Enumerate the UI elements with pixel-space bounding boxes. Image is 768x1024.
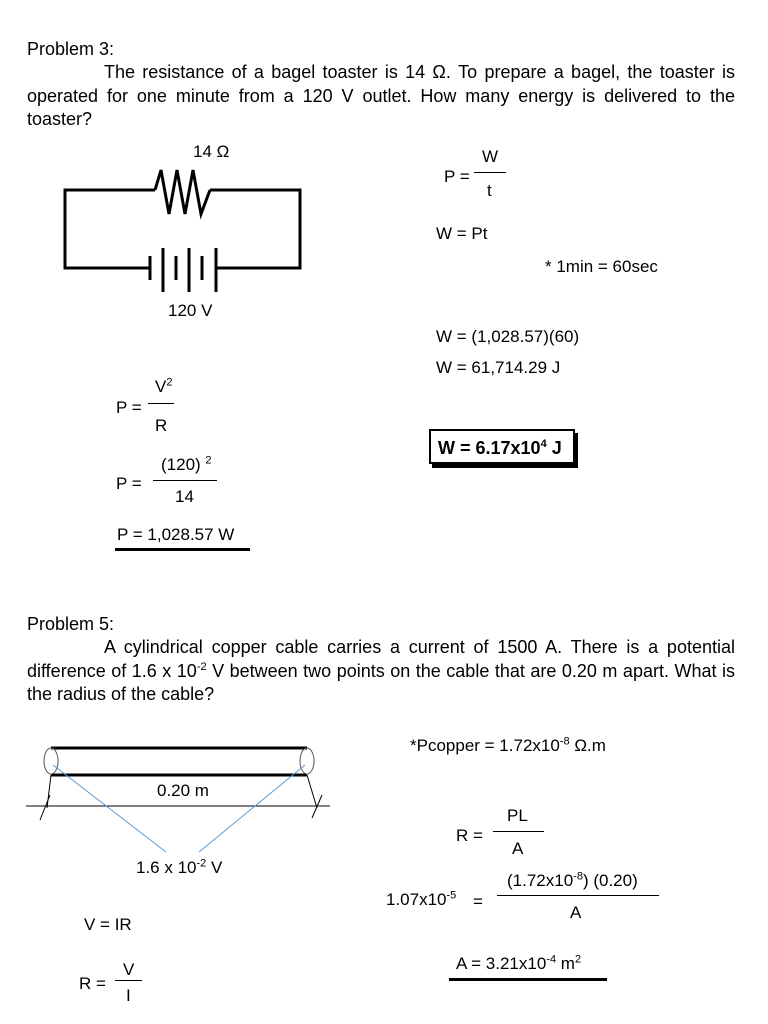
time-conversion-note: * 1min = 60sec xyxy=(545,257,658,276)
copper-resistivity: *Pcopper = $1.72x10^{-8}$ Ω.m xyxy=(410,735,606,755)
cable-right-end xyxy=(300,748,314,774)
voltage-lead-left xyxy=(53,765,166,852)
w-pt-eq: W = Pt xyxy=(436,224,488,243)
problem5-statement: A cylindrical copper cable carries a current of 1500 A. There is a potential difference of 1.6 x $10^{-2}$ V between two points on the cable that are 0.20 m apart. What is the radius of the cable? xyxy=(27,637,735,704)
w-eq-num: W xyxy=(482,147,499,166)
w-eq-lhs: P = xyxy=(444,167,470,186)
p2-eq-num: (120) $^2$ xyxy=(161,454,212,474)
voltage-lead-right xyxy=(199,765,305,852)
p-eq-den: R xyxy=(155,416,168,435)
r-eq-num: V xyxy=(123,960,135,979)
w-value: W = 61,714.29 J xyxy=(436,358,561,377)
cable-left-end xyxy=(44,748,58,774)
problem5-heading: Problem 5: xyxy=(27,614,115,634)
v-ir-eq: V = IR xyxy=(84,915,132,934)
fraction-bar xyxy=(115,980,142,981)
energy-answer-box: $W = 6.17x10^4$ J xyxy=(429,429,575,464)
fraction-bar xyxy=(493,831,544,832)
r2-eq-num: PL xyxy=(507,806,528,825)
p-eq-lhs: P = xyxy=(116,398,142,417)
r3-eq-den: A xyxy=(570,903,582,922)
r2-eq-lhs: R = xyxy=(456,826,483,845)
voltage-label: 1.6 x $10^{-2}$ V xyxy=(136,857,223,877)
area-result: $A = 3.21x10^{-4}$ $m^2$ xyxy=(456,953,582,973)
r3-eq-sign: = xyxy=(473,892,483,911)
p-eq-num: $V^2$ xyxy=(155,376,173,396)
problem3-heading: Problem 3: xyxy=(27,39,115,59)
r3-eq-lhs: $1.07x10^{-5}$ xyxy=(386,889,457,909)
extension-line xyxy=(47,775,51,808)
battery-label: 120 V xyxy=(168,301,213,320)
p2-eq-lhs: P = xyxy=(116,474,142,493)
r-eq-den: I xyxy=(126,986,131,1005)
p2-eq-den: 14 xyxy=(175,487,194,506)
w-substitution: W = (1,028.57)(60) xyxy=(436,327,580,346)
w-eq-den: t xyxy=(487,181,492,200)
power-result: P = 1,028.57 W xyxy=(117,525,235,544)
result-underline xyxy=(449,978,607,981)
r-eq-lhs: R = xyxy=(79,974,106,993)
length-label: 0.20 m xyxy=(157,781,209,800)
r2-eq-den: A xyxy=(512,839,524,858)
resistor-label: 14 Ω xyxy=(193,142,230,161)
fraction-bar xyxy=(497,895,659,896)
extension-line xyxy=(307,775,317,808)
r3-eq-num: $(1.72x10^{-8})$ (0.20) xyxy=(507,870,638,890)
problem3-text: The resistance of a bagel toaster is 14 Ω. To prepare a bagel, the toaster is operated for one minute from a 120 V outlet. How many energy is delivered to the toaster? xyxy=(27,62,735,129)
